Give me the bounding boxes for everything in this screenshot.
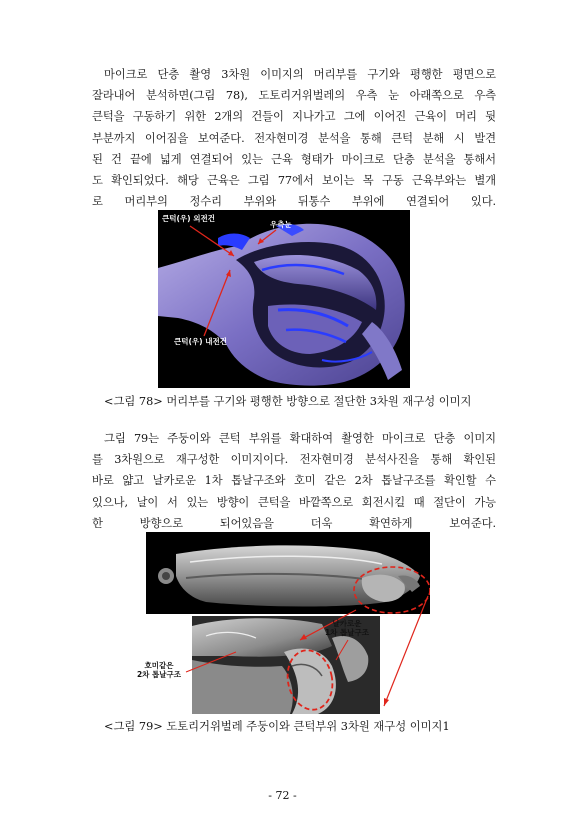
label-inner-tendon: 큰턱(우) 내전건 (174, 337, 227, 346)
figure-78-caption: <그림 78> 머리부를 구기와 평행한 방향으로 절단한 3차원 재구성 이미지 (104, 395, 472, 408)
paragraph-2-line-2: 를 3차원으로 재구성한 이미지이다. 전자현미경 분석사진을 통해 확인된 (92, 453, 496, 467)
figure-79-caption: <그림 79> 도토리거위벌레 주둥이와 큰턱부위 3차원 재구성 이미지1 (104, 720, 450, 733)
paragraph-2-line-3: 바로 얇고 날카로운 1차 톱날구조와 호미 같은 2차 톱날구조를 확인할 수 (92, 474, 496, 488)
paragraph-1-line-7: 로 머리부의 정수리 부위와 뒤통수 부위에 연결되어 있다. (92, 195, 496, 209)
page-number: - 72 - (268, 789, 297, 802)
paragraph-1-line-3: 큰턱을 구동하기 위한 2개의 건들이 지나가고 그에 이어진 근육이 머리 뒷 (92, 110, 496, 124)
label-right-eye: 우측눈 (270, 220, 292, 229)
paragraph-1-line-4: 부분까지 이어짐을 보여준다. 전자현미경 분석을 통해 큰턱 분해 시 발견 (92, 131, 496, 145)
paragraph-1-line-5: 된 건 끝에 넓게 연결되어 있는 근육 형태가 마이크로 단층 분석을 통해서 (92, 152, 496, 166)
label-primary-serration: 날카로운 1차 톱날구조 (324, 619, 370, 637)
label-outer-tendon: 큰턱(우) 외전건 (162, 214, 215, 223)
paragraph-1-line-6: 도 확인되었다. 해당 근육은 그림 77에서 보이는 목 구동 근육부와는 별개 (92, 174, 496, 188)
paragraph-2-line-4: 있으나, 날이 서 있는 방향이 큰턱을 바깥쪽으로 회전시킬 때 절단이 가능 (92, 495, 496, 509)
paragraph-1-line-1: 마이크로 단층 촬영 3차원 이미지의 머리부를 구기와 평행한 평면으로 (104, 68, 496, 81)
label-secondary-serration: 호미같은 2차 톱날구조 (136, 661, 182, 679)
paragraph-1-line-2: 잘라내어 분석하면(그림 78), 도토리거위벌레의 우측 눈 아래쪽으로 우측 (92, 89, 496, 103)
paragraph-2-line-5: 한 방향으로 되어있음을 더욱 확연하게 보여준다. (92, 516, 496, 530)
paragraph-2-line-1: 그림 79는 주둥이와 큰턱 부위를 확대하여 촬영한 마이크로 단층 이미지 (104, 432, 496, 445)
